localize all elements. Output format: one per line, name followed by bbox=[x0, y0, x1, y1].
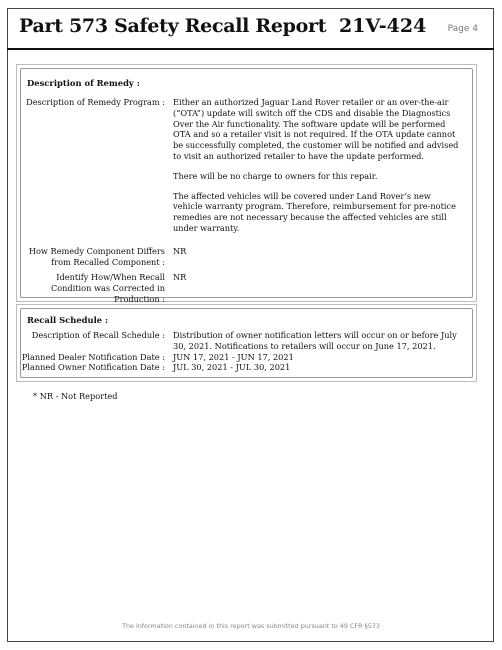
schedule-heading: Recall Schedule : bbox=[27, 315, 109, 325]
remedy-program-value bbox=[173, 97, 461, 234]
dealer-date-row bbox=[21, 352, 472, 363]
remedy-corrected-row bbox=[21, 272, 472, 304]
remedy-paragraph: The affected vehicles will be covered under Land Rover’s new vehicle warranty program. Therefore, reimbursement for pre-notice remedies are not necessary because the affected vehicles are still under warranty. bbox=[173, 190, 456, 233]
owner-date-label: Planned Owner Notification Date : bbox=[21, 362, 165, 373]
footer-note: The information contained in this report was submitted pursuant to 49 CFR §573 bbox=[122, 622, 380, 630]
schedule-desc-value: Distribution of owner notification letters will occur on or before July 30, 2021. Notifications to retailers will occur on June 17, 2021. bbox=[173, 330, 457, 351]
schedule-desc-label: Description of Recall Schedule : bbox=[31, 330, 165, 340]
owner-date-value: JUL 30, 2021 - JUL 30, 2021 bbox=[173, 362, 291, 373]
remedy-section bbox=[20, 68, 473, 304]
owner-date-row bbox=[21, 362, 472, 373]
report-title: Part 573 Safety Recall Report bbox=[19, 15, 327, 37]
remedy-corrected-value: NR bbox=[173, 272, 187, 283]
footnote: * NR - Not Reported bbox=[33, 391, 118, 401]
remedy-program-label: Description of Remedy Program : bbox=[26, 97, 165, 107]
remedy-differs-label: How Remedy Component Differs from Recalled Component : bbox=[28, 245, 165, 267]
dealer-date-label: Planned Dealer Notification Date : bbox=[21, 351, 165, 362]
schedule-section bbox=[20, 308, 473, 378]
remedy-differs-row bbox=[21, 246, 472, 268]
remedy-heading: Description of Remedy : bbox=[27, 78, 140, 88]
remedy-paragraph: There will be no charge to owners for this repair. bbox=[173, 170, 378, 181]
remedy-corrected-label: Identify How/When Recall Condition was Corrected in Production : bbox=[50, 272, 165, 304]
remedy-differs-value: NR bbox=[173, 245, 187, 256]
remedy-program-row bbox=[21, 97, 472, 234]
remedy-paragraph: Either an authorized Jaguar Land Rover retailer or an over-the-air (“OTA”) update will switch off the CDS and disable the Diagnostics Over the Air functionality. The software update will be performed OTA and so a retailer visit is not required. If the OTA update cannot be successfully completed, the customer will be notified and advised to visit an authorized retailer to have the update performed. bbox=[173, 97, 459, 161]
page-number: Page 4 bbox=[447, 24, 478, 34]
report-header bbox=[7, 8, 494, 50]
schedule-desc-row bbox=[21, 330, 472, 352]
recall-id: 21V-424 bbox=[339, 15, 427, 37]
dealer-date-value: JUN 17, 2021 - JUN 17, 2021 bbox=[173, 351, 294, 362]
